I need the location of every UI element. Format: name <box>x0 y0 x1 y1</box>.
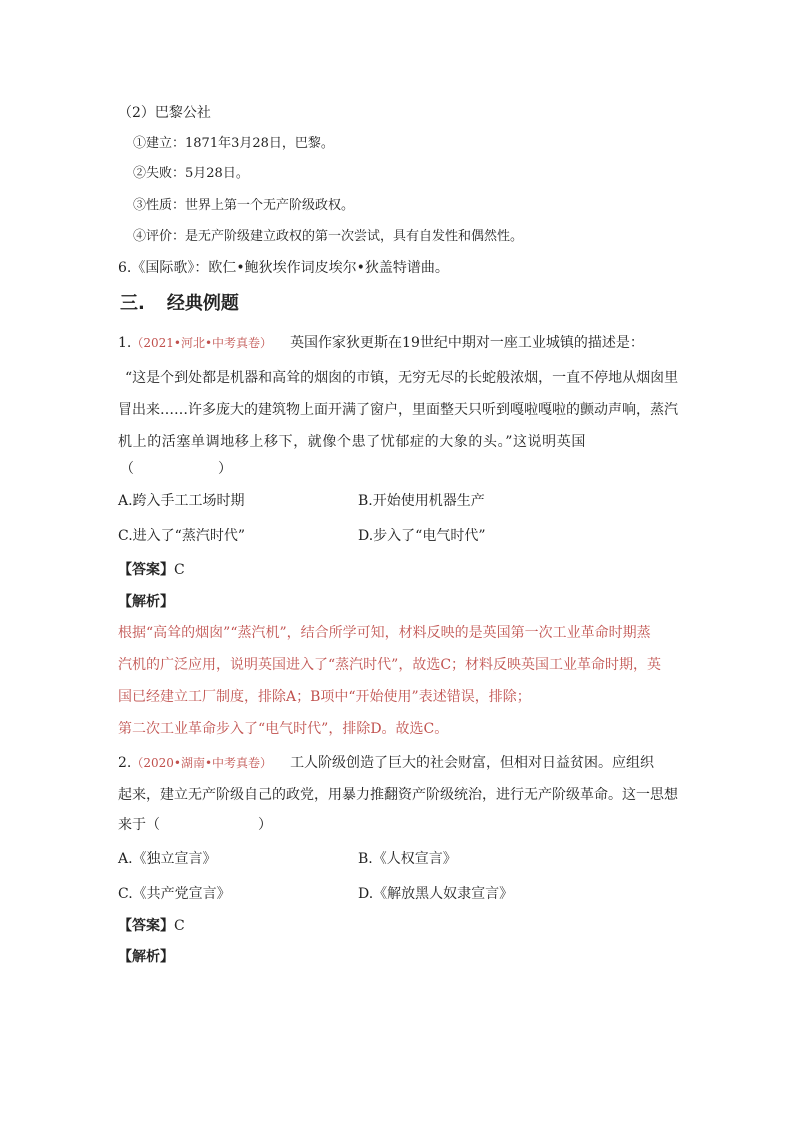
q1-stem-line-2: “这是个到处都是机器和高耸的烟囱的市镇，无穷无尽的长蛇般浓烟，一直不停地从烟囱里 <box>125 370 679 386</box>
q2-option-b: B.《人权宣言》 <box>358 851 457 867</box>
q1-analysis-line-4: 第二次工业革命步入了“电气时代”，排除D。故选C。 <box>118 721 449 737</box>
q1-option-b: B.开始使用机器生产 <box>358 493 485 509</box>
q1-stem-line-1: 英国作家狄更斯在19世纪中期对一座工业城镇的描述是： <box>290 335 644 351</box>
q2-option-a: A.《独立宣言》 <box>118 851 217 867</box>
q2-analysis-label: 【解析】 <box>118 949 174 965</box>
q1-analysis-line-1: 根据“高耸的烟囱”“蒸汽机”，结合所学可知，材料反映的是英国第一次工业革命时期蒸 <box>118 625 651 641</box>
commune-title: （2）巴黎公社 <box>118 105 211 121</box>
q2-first-line <box>118 753 654 773</box>
commune-item-established: ①建立：1871年3月28日，巴黎。 <box>133 136 334 151</box>
q2-option-d: D.《解放黑人奴隶宣言》 <box>358 886 514 902</box>
q1-option-a: A.跨入手工工场时期 <box>118 493 245 509</box>
q1-analysis-line-3: 国已经建立工厂制度，排除A；B项中“开始使用”表述错误，排除； <box>118 689 531 705</box>
q1-answer-blank: （ ） <box>120 461 232 477</box>
q2-source: （2020•湖南•中考真卷） <box>131 756 273 770</box>
q2-answer-value: C <box>174 918 185 934</box>
q2-number: 2. <box>118 755 132 771</box>
section-number: 三. <box>120 293 145 314</box>
q1-answer-label: 【答案】 <box>118 562 174 578</box>
q1-first-line <box>118 333 644 353</box>
section-title: 经典例题 <box>166 293 239 314</box>
q1-stem-line-4: 机上的活塞单调地移上移下，就像个患了忧郁症的大象的头。”这说明英国 <box>118 434 586 450</box>
q2-stem-line-2: 起来，建立无产阶级自己的政党，用暴力推翻资产阶级统治，进行无产阶级革命。这一思想 <box>118 787 678 803</box>
q1-source: （2021•河北•中考真卷） <box>131 336 273 350</box>
section-heading <box>120 291 239 317</box>
q2-option-c: C.《共产党宣言》 <box>118 886 231 902</box>
commune-item-nature: ③性质：世界上第一个无产阶级政权。 <box>133 198 355 213</box>
commune-item-evaluation: ④评价：是无产阶级建立政权的第一次尝试，具有自发性和偶然性。 <box>133 229 524 244</box>
q2-answer-label: 【答案】 <box>118 918 174 934</box>
q1-option-d: D.步入了“电气时代” <box>358 528 486 544</box>
internationale-note: 6.《国际歌》：欧仁•鲍狄埃作词皮埃尔•狄盖特谱曲。 <box>118 260 449 276</box>
q1-number: 1. <box>118 335 132 351</box>
q2-stem-line-3: 来于（ ） <box>118 817 272 833</box>
q1-option-c: C.进入了“蒸汽时代” <box>118 528 245 544</box>
q1-answer-value: C <box>174 562 185 578</box>
q1-answer <box>118 560 185 580</box>
q2-stem-line-1: 工人阶级创造了巨大的社会财富，但相对日益贫困。应组织 <box>290 755 655 771</box>
commune-item-failure: ②失败：5月28日。 <box>133 166 249 181</box>
q2-answer <box>118 916 185 936</box>
q1-analysis-line-2: 汽机的广泛应用，说明英国进入了“蒸汽时代”，故选C；材料反映英国工业革命时期，英 <box>118 657 662 673</box>
q1-stem-line-3: 冒出来……许多庞大的建筑物上面开满了窗户，里面整天只听到嘎啦嘎啦的颤动声响，蒸汽 <box>118 402 678 418</box>
q1-analysis-label: 【解析】 <box>118 594 174 610</box>
